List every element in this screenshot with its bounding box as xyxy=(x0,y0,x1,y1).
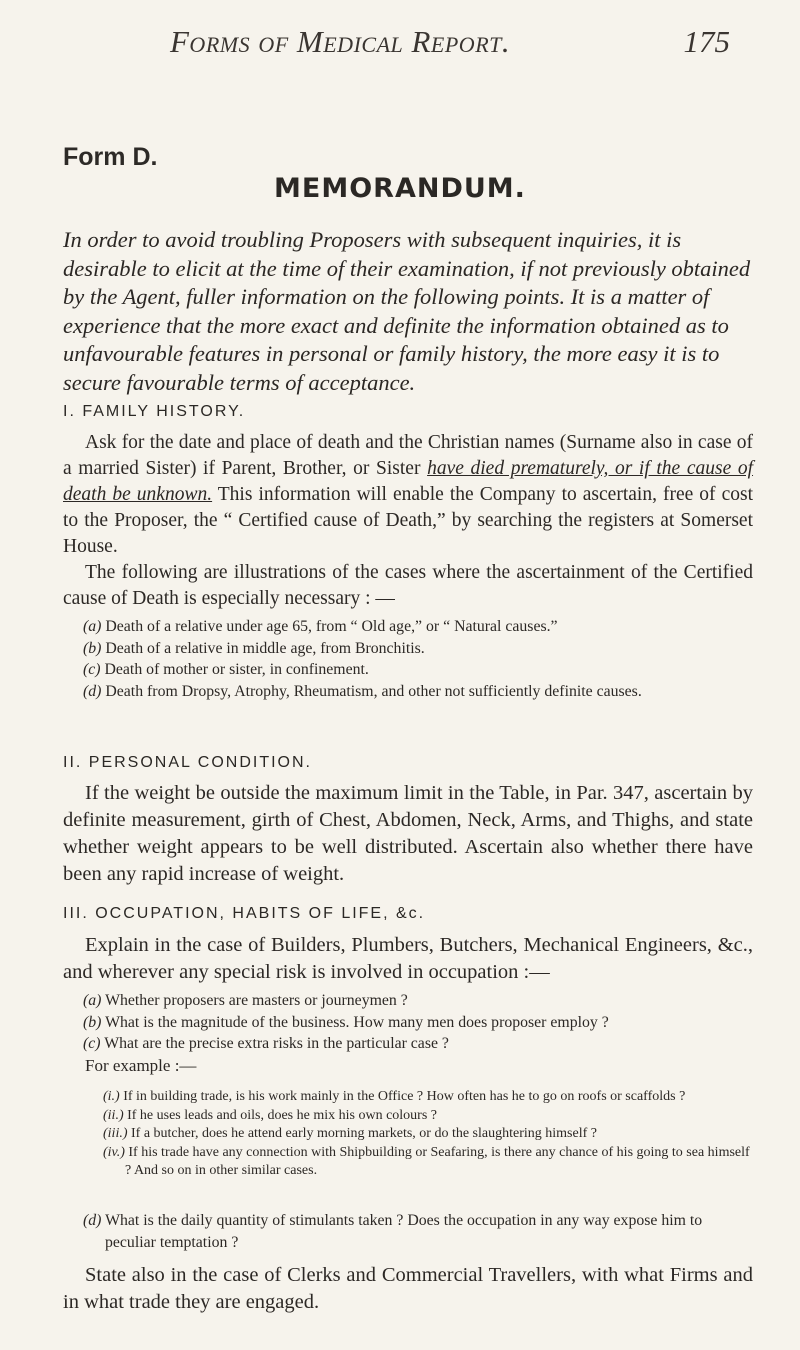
occupation-paragraph: Explain in the case of Builders, Plumbers, Butchers, Mechanical Engineers, &c., and wherever any special risk is involved in occupation :— xyxy=(63,934,753,983)
section-heading-family-history: I. FAMILY HISTORY. xyxy=(63,403,246,420)
list-item: (b) What is the magnitude of the business. How many men does proposer employ ? xyxy=(83,1013,609,1031)
section-heading-personal-condition: II. PERSONAL CONDITION. xyxy=(63,754,312,771)
section-heading-occupation: III. OCCUPATION, HABITS OF LIFE, &c. xyxy=(63,905,426,922)
list-item: (iv.) If his trade have any connection with Shipbuilding or Seafaring, is there any chance of his going to sea himself ? And so on in other similar cases. xyxy=(103,1144,750,1178)
examples-list xyxy=(83,1088,753,1181)
illustrations-paragraph: The following are illustrations of the cases where the ascertainment of the Certified cause of Death is especially necessary : — xyxy=(63,562,753,609)
closing-paragraph: State also in the case of Clerks and Commercial Travellers, with what Firms and in what trade they are engaged. xyxy=(63,1264,753,1313)
list-item: (ii.) If he uses leads and oils, does he mix his own colours ? xyxy=(103,1107,437,1123)
running-title: Forms of Medical Report. xyxy=(170,24,511,59)
list-item: (c) What are the precise extra risks in the particular case ? xyxy=(83,1035,449,1052)
family-history-list xyxy=(63,616,753,702)
family-history-underlined: have died prematurely, or if the cause of death be unknown. xyxy=(63,458,754,505)
intro-paragraph: In order to avoid troubling Proposers with subsequent inquiries, it is desirable to elicit at the time of their examination, if not previously obtained by the Agent, fuller information on the following points. It is a matter of experience that the more exact and definite the information obtained as to unfavourable features in personal or family history, the more easy it is to secure favourable terms of acceptance. xyxy=(63,227,751,395)
list-item: (b) Death of a relative in middle age, from Bronchitis. xyxy=(83,639,425,657)
list-item: (i.) If in building trade, is his work mainly in the Office ? How often has he to go on roofs or scaffolds ? xyxy=(103,1089,686,1104)
occupation-list-d xyxy=(63,1210,753,1253)
list-item: (iii.) If a butcher, does he attend early morning markets, or do the slaughtering himself ? xyxy=(103,1126,597,1141)
page-number: 175 xyxy=(683,24,730,59)
list-item: (d) Death from Dropsy, Atrophy, Rheumatism, and other not sufficiently definite causes. xyxy=(83,682,642,700)
family-history-text-b: This information will enable the Company to ascertain, free of cost to the Proposer, the “ Certified cause of Death,” by searching the registers at Somerset House. xyxy=(63,484,753,557)
family-history-paragraph xyxy=(63,430,753,560)
occupation-list xyxy=(63,990,753,1076)
example-intro: For example :— xyxy=(85,1055,197,1075)
personal-condition-paragraph: If the weight be outside the maximum limit in the Table, in Par. 347, ascertain by definite measurement, girth of Chest, Abdomen, Neck, Arms, and Thighs, and state whether weight appears to be well distributed. Ascertain also whether there have been any rapid increase of weight. xyxy=(63,782,753,885)
list-item: (a) Death of a relative under age 65, from “ Old age,” or “ Natural causes.” xyxy=(83,618,558,635)
list-item: (a) Whether proposers are masters or journeymen ? xyxy=(83,992,408,1009)
form-label: Form D. xyxy=(63,143,158,171)
list-item: (c) Death of mother or sister, in confinement. xyxy=(83,661,369,678)
family-history-text-a: Ask for the date and place of death and the Christian names (Surname also in case of a married Sister) if Parent, Brother, or Sister xyxy=(63,432,753,479)
list-item: (d) What is the daily quantity of stimulants taken ? Does the occupation in any way expose him to peculiar temptation ? xyxy=(83,1212,703,1251)
running-header xyxy=(170,20,730,70)
memo-title: MEMORANDUM. xyxy=(274,173,526,204)
